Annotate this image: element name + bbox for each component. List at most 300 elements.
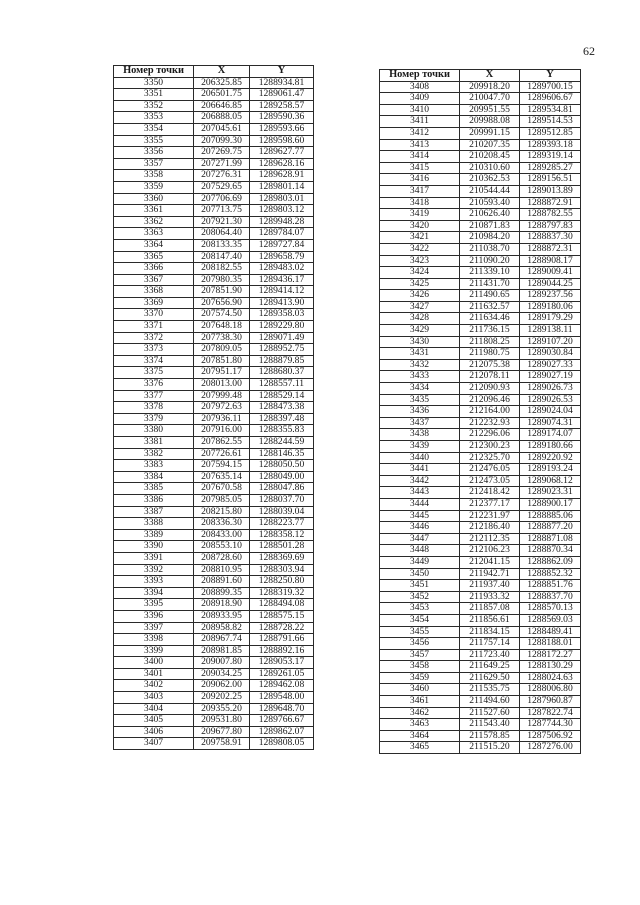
table-row — [114, 703, 314, 715]
x-coordinate-cell: 209988.08 — [460, 116, 520, 128]
point-number-cell: 3459 — [380, 672, 460, 684]
x-coordinate-cell: 207951.17 — [194, 367, 250, 379]
table-row — [380, 626, 581, 638]
y-coordinate-cell: 1289548.00 — [250, 692, 314, 704]
table-row — [114, 181, 314, 193]
point-number-cell: 3415 — [380, 162, 460, 174]
point-number-cell: 3361 — [114, 205, 194, 217]
y-coordinate-cell: 1288852.32 — [520, 568, 581, 580]
y-coordinate-cell: 1289026.73 — [520, 383, 581, 395]
point-number-cell: 3406 — [114, 726, 194, 738]
table-row — [380, 93, 581, 105]
y-coordinate-cell: 1288862.09 — [520, 556, 581, 568]
table-row — [114, 100, 314, 112]
point-number-cell: 3353 — [114, 112, 194, 124]
point-number-cell: 3450 — [380, 568, 460, 580]
point-number-cell: 3446 — [380, 522, 460, 534]
point-number-cell: 3432 — [380, 359, 460, 371]
x-coordinate-cell: 207972.63 — [194, 402, 250, 414]
point-number-cell: 3445 — [380, 510, 460, 522]
table-row — [380, 359, 581, 371]
table-row — [380, 417, 581, 429]
y-coordinate-cell: 1289803.01 — [250, 193, 314, 205]
x-coordinate-cell: 212106.23 — [460, 545, 520, 557]
x-coordinate-cell: 207045.61 — [194, 123, 250, 135]
point-number-cell: 3392 — [114, 564, 194, 576]
y-coordinate-cell: 1287822.74 — [520, 707, 581, 719]
x-coordinate-cell: 210871.83 — [460, 220, 520, 232]
y-coordinate-cell: 1288837.30 — [520, 232, 581, 244]
table-row — [380, 162, 581, 174]
x-coordinate-cell: 208182.55 — [194, 263, 250, 275]
table-row — [380, 209, 581, 221]
x-coordinate-cell: 211535.75 — [460, 684, 520, 696]
table-row — [380, 719, 581, 731]
table-row — [380, 441, 581, 453]
table-row — [380, 545, 581, 557]
table-row — [114, 112, 314, 124]
x-coordinate-cell: 212075.38 — [460, 359, 520, 371]
y-coordinate-cell: 1288900.17 — [520, 498, 581, 510]
y-coordinate-cell: 1289319.14 — [520, 151, 581, 163]
point-number-cell: 3372 — [114, 332, 194, 344]
point-number-cell: 3455 — [380, 626, 460, 638]
x-coordinate-cell: 208967.74 — [194, 634, 250, 646]
table-row — [380, 243, 581, 255]
table-row — [114, 402, 314, 414]
x-coordinate-cell: 207980.35 — [194, 274, 250, 286]
table-row — [380, 638, 581, 650]
y-coordinate-cell: 1287276.00 — [520, 742, 581, 754]
x-coordinate-cell: 212325.70 — [460, 452, 520, 464]
table-row — [114, 309, 314, 321]
point-number-cell: 3395 — [114, 599, 194, 611]
point-number-cell: 3404 — [114, 703, 194, 715]
table-row — [380, 464, 581, 476]
table-row — [380, 603, 581, 615]
table-row — [114, 738, 314, 750]
y-coordinate-cell: 1288501.28 — [250, 541, 314, 553]
table-row — [380, 533, 581, 545]
table-row — [380, 139, 581, 151]
y-coordinate-cell: 1287506.92 — [520, 730, 581, 742]
x-coordinate-cell: 211090.20 — [460, 255, 520, 267]
table-row — [114, 123, 314, 135]
header-point-number: Номер точки — [114, 66, 194, 78]
x-coordinate-cell: 210047.70 — [460, 93, 520, 105]
y-coordinate-cell: 1288397.48 — [250, 413, 314, 425]
y-coordinate-cell: 1288529.14 — [250, 390, 314, 402]
point-number-cell: 3418 — [380, 197, 460, 209]
y-coordinate-cell: 1288569.03 — [520, 614, 581, 626]
point-number-cell: 3390 — [114, 541, 194, 553]
x-coordinate-cell: 212041.15 — [460, 556, 520, 568]
point-number-cell: 3435 — [380, 394, 460, 406]
point-number-cell: 3356 — [114, 147, 194, 159]
table-row — [114, 437, 314, 449]
point-number-cell: 3429 — [380, 325, 460, 337]
point-number-cell: 3394 — [114, 587, 194, 599]
y-coordinate-cell: 1288872.91 — [520, 197, 581, 209]
x-coordinate-cell: 211736.15 — [460, 325, 520, 337]
x-coordinate-cell: 207648.18 — [194, 321, 250, 333]
x-coordinate-cell: 207271.99 — [194, 158, 250, 170]
point-number-cell: 3405 — [114, 715, 194, 727]
x-coordinate-cell: 207726.61 — [194, 448, 250, 460]
table-row — [380, 672, 581, 684]
point-number-cell: 3383 — [114, 460, 194, 472]
y-coordinate-cell: 1289174.07 — [520, 429, 581, 441]
y-coordinate-cell: 1288870.34 — [520, 545, 581, 557]
y-coordinate-cell: 1289026.53 — [520, 394, 581, 406]
x-coordinate-cell: 207594.15 — [194, 460, 250, 472]
x-coordinate-cell: 212377.17 — [460, 498, 520, 510]
point-number-cell: 3458 — [380, 661, 460, 673]
y-coordinate-cell: 1289483.02 — [250, 263, 314, 275]
point-number-cell: 3376 — [114, 379, 194, 391]
point-number-cell: 3388 — [114, 518, 194, 530]
y-coordinate-cell: 1289023.31 — [520, 487, 581, 499]
y-coordinate-cell: 1288570.13 — [520, 603, 581, 615]
y-coordinate-cell: 1289180.66 — [520, 441, 581, 453]
y-coordinate-cell: 1288024.63 — [520, 672, 581, 684]
point-number-cell: 3413 — [380, 139, 460, 151]
table-row — [114, 692, 314, 704]
table-row — [114, 263, 314, 275]
point-number-cell: 3352 — [114, 100, 194, 112]
table-row — [114, 77, 314, 89]
x-coordinate-cell: 209677.80 — [194, 726, 250, 738]
point-number-cell: 3419 — [380, 209, 460, 221]
table-row — [114, 483, 314, 495]
point-number-cell: 3379 — [114, 413, 194, 425]
x-coordinate-cell: 212090.93 — [460, 383, 520, 395]
point-number-cell: 3358 — [114, 170, 194, 182]
x-coordinate-cell: 211649.25 — [460, 661, 520, 673]
y-coordinate-cell: 1288303.94 — [250, 564, 314, 576]
x-coordinate-cell: 211856.61 — [460, 614, 520, 626]
y-coordinate-cell: 1289285.27 — [520, 162, 581, 174]
point-number-cell: 3409 — [380, 93, 460, 105]
table-row — [114, 448, 314, 460]
y-coordinate-cell: 1288575.15 — [250, 610, 314, 622]
x-coordinate-cell: 207706.69 — [194, 193, 250, 205]
point-number-cell: 3386 — [114, 494, 194, 506]
point-number-cell: 3402 — [114, 680, 194, 692]
y-coordinate-cell: 1288871.08 — [520, 533, 581, 545]
point-number-cell: 3370 — [114, 309, 194, 321]
y-coordinate-cell: 1288892.16 — [250, 645, 314, 657]
x-coordinate-cell: 212231.97 — [460, 510, 520, 522]
y-coordinate-cell: 1289766.67 — [250, 715, 314, 727]
y-coordinate-cell: 1289700.15 — [520, 81, 581, 93]
y-coordinate-cell: 1288489.41 — [520, 626, 581, 638]
table-row — [114, 274, 314, 286]
header-x: X — [460, 70, 520, 82]
y-coordinate-cell: 1289053.17 — [250, 657, 314, 669]
point-number-cell: 3371 — [114, 321, 194, 333]
point-number-cell: 3441 — [380, 464, 460, 476]
y-coordinate-cell: 1288369.69 — [250, 552, 314, 564]
y-coordinate-cell: 1289237.56 — [520, 290, 581, 302]
x-coordinate-cell: 211038.70 — [460, 243, 520, 255]
y-coordinate-cell: 1289801.14 — [250, 181, 314, 193]
point-number-cell: 3424 — [380, 267, 460, 279]
x-coordinate-cell: 212418.42 — [460, 487, 520, 499]
point-number-cell: 3381 — [114, 437, 194, 449]
x-coordinate-cell: 209202.25 — [194, 692, 250, 704]
point-number-cell: 3433 — [380, 371, 460, 383]
point-number-cell: 3398 — [114, 634, 194, 646]
point-number-cell: 3421 — [380, 232, 460, 244]
x-coordinate-cell: 207713.75 — [194, 205, 250, 217]
x-coordinate-cell: 208891.60 — [194, 576, 250, 588]
table-row — [114, 564, 314, 576]
y-coordinate-cell: 1288039.04 — [250, 506, 314, 518]
point-number-cell: 3443 — [380, 487, 460, 499]
point-number-cell: 3439 — [380, 441, 460, 453]
table-row — [380, 556, 581, 568]
x-coordinate-cell: 211515.20 — [460, 742, 520, 754]
table-row — [380, 661, 581, 673]
y-coordinate-cell: 1289258.57 — [250, 100, 314, 112]
x-coordinate-cell: 207574.50 — [194, 309, 250, 321]
table-row — [380, 267, 581, 279]
x-coordinate-cell: 207999.48 — [194, 390, 250, 402]
x-coordinate-cell: 211942.71 — [460, 568, 520, 580]
coordinates-table-right — [379, 69, 581, 754]
y-coordinate-cell: 1289068.12 — [520, 475, 581, 487]
table-row — [114, 599, 314, 611]
x-coordinate-cell: 207851.80 — [194, 355, 250, 367]
y-coordinate-cell: 1288934.81 — [250, 77, 314, 89]
y-coordinate-cell: 1289071.49 — [250, 332, 314, 344]
y-coordinate-cell: 1289462.08 — [250, 680, 314, 692]
table-row — [380, 510, 581, 522]
table-row — [114, 297, 314, 309]
x-coordinate-cell: 209758.91 — [194, 738, 250, 750]
point-number-cell: 3375 — [114, 367, 194, 379]
x-coordinate-cell: 211629.50 — [460, 672, 520, 684]
table-row — [380, 383, 581, 395]
point-number-cell: 3464 — [380, 730, 460, 742]
y-coordinate-cell: 1288049.00 — [250, 471, 314, 483]
table-row — [380, 348, 581, 360]
x-coordinate-cell: 209062.00 — [194, 680, 250, 692]
x-coordinate-cell: 211808.25 — [460, 336, 520, 348]
point-number-cell: 3462 — [380, 707, 460, 719]
point-number-cell: 3403 — [114, 692, 194, 704]
x-coordinate-cell: 212473.05 — [460, 475, 520, 487]
x-coordinate-cell: 207916.00 — [194, 425, 250, 437]
table-header-row — [380, 70, 581, 82]
y-coordinate-cell: 1289593.66 — [250, 123, 314, 135]
point-number-cell: 3350 — [114, 77, 194, 89]
x-coordinate-cell: 208433.00 — [194, 529, 250, 541]
point-number-cell: 3448 — [380, 545, 460, 557]
point-number-cell: 3410 — [380, 104, 460, 116]
point-number-cell: 3425 — [380, 278, 460, 290]
table-row — [114, 413, 314, 425]
x-coordinate-cell: 211431.70 — [460, 278, 520, 290]
point-number-cell: 3365 — [114, 251, 194, 263]
point-number-cell: 3436 — [380, 406, 460, 418]
table-row — [114, 518, 314, 530]
y-coordinate-cell: 1289803.12 — [250, 205, 314, 217]
point-number-cell: 3447 — [380, 533, 460, 545]
x-coordinate-cell: 207529.65 — [194, 181, 250, 193]
x-coordinate-cell: 211578.85 — [460, 730, 520, 742]
point-number-cell: 3362 — [114, 216, 194, 228]
table-row — [114, 587, 314, 599]
y-coordinate-cell: 1289627.77 — [250, 147, 314, 159]
x-coordinate-cell: 208133.35 — [194, 239, 250, 251]
x-coordinate-cell: 208147.40 — [194, 251, 250, 263]
header-x: X — [194, 66, 250, 78]
point-number-cell: 3382 — [114, 448, 194, 460]
x-coordinate-cell: 209355.20 — [194, 703, 250, 715]
x-coordinate-cell: 210544.44 — [460, 185, 520, 197]
x-coordinate-cell: 212232.93 — [460, 417, 520, 429]
table-row — [380, 614, 581, 626]
point-number-cell: 3354 — [114, 123, 194, 135]
table-row — [114, 147, 314, 159]
point-number-cell: 3367 — [114, 274, 194, 286]
y-coordinate-cell: 1289229.80 — [250, 321, 314, 333]
y-coordinate-cell: 1288047.86 — [250, 483, 314, 495]
y-coordinate-cell: 1288037.70 — [250, 494, 314, 506]
x-coordinate-cell: 206501.75 — [194, 89, 250, 101]
point-number-cell: 3422 — [380, 243, 460, 255]
y-coordinate-cell: 1289027.33 — [520, 359, 581, 371]
x-coordinate-cell: 209531.80 — [194, 715, 250, 727]
y-coordinate-cell: 1289514.53 — [520, 116, 581, 128]
point-number-cell: 3453 — [380, 603, 460, 615]
table-row — [114, 541, 314, 553]
table-row — [380, 498, 581, 510]
point-number-cell: 3461 — [380, 696, 460, 708]
y-coordinate-cell: 1288952.75 — [250, 344, 314, 356]
y-coordinate-cell: 1289948.28 — [250, 216, 314, 228]
point-number-cell: 3366 — [114, 263, 194, 275]
table-row — [114, 645, 314, 657]
table-row — [114, 355, 314, 367]
table-row — [380, 104, 581, 116]
point-number-cell: 3401 — [114, 668, 194, 680]
y-coordinate-cell: 1288885.06 — [520, 510, 581, 522]
y-coordinate-cell: 1289598.60 — [250, 135, 314, 147]
page-number: 62 — [583, 44, 595, 58]
point-number-cell: 3417 — [380, 185, 460, 197]
point-number-cell: 3368 — [114, 286, 194, 298]
table-row — [380, 406, 581, 418]
y-coordinate-cell: 1289024.04 — [520, 406, 581, 418]
point-number-cell: 3434 — [380, 383, 460, 395]
y-coordinate-cell: 1289193.24 — [520, 464, 581, 476]
x-coordinate-cell: 209991.15 — [460, 127, 520, 139]
x-coordinate-cell: 212164.00 — [460, 406, 520, 418]
table-row — [380, 696, 581, 708]
table-row — [114, 251, 314, 263]
x-coordinate-cell: 208933.95 — [194, 610, 250, 622]
table-row — [380, 232, 581, 244]
x-coordinate-cell: 210310.60 — [460, 162, 520, 174]
table-row — [380, 591, 581, 603]
y-coordinate-cell: 1288473.38 — [250, 402, 314, 414]
x-coordinate-cell: 208064.40 — [194, 228, 250, 240]
point-number-cell: 3451 — [380, 580, 460, 592]
x-coordinate-cell: 206646.85 — [194, 100, 250, 112]
y-coordinate-cell: 1289107.20 — [520, 336, 581, 348]
y-coordinate-cell: 1288680.37 — [250, 367, 314, 379]
table-row — [114, 367, 314, 379]
x-coordinate-cell: 207985.05 — [194, 494, 250, 506]
x-coordinate-cell: 211490.65 — [460, 290, 520, 302]
y-coordinate-cell: 1289358.03 — [250, 309, 314, 321]
table-row — [380, 151, 581, 163]
point-number-cell: 3444 — [380, 498, 460, 510]
table-row — [380, 394, 581, 406]
table-row — [114, 494, 314, 506]
table-row — [114, 193, 314, 205]
y-coordinate-cell: 1289044.25 — [520, 278, 581, 290]
header-y: Y — [520, 70, 581, 82]
point-number-cell: 3391 — [114, 552, 194, 564]
y-coordinate-cell: 1289393.18 — [520, 139, 581, 151]
point-number-cell: 3427 — [380, 301, 460, 313]
table-row — [114, 622, 314, 634]
x-coordinate-cell: 208215.80 — [194, 506, 250, 518]
x-coordinate-cell: 211339.10 — [460, 267, 520, 279]
table-row — [114, 321, 314, 333]
point-number-cell: 3457 — [380, 649, 460, 661]
y-coordinate-cell: 1289628.91 — [250, 170, 314, 182]
table-row — [114, 506, 314, 518]
point-number-cell: 3360 — [114, 193, 194, 205]
y-coordinate-cell: 1289261.05 — [250, 668, 314, 680]
point-number-cell: 3387 — [114, 506, 194, 518]
table-row — [380, 429, 581, 441]
y-coordinate-cell: 1288837.70 — [520, 591, 581, 603]
x-coordinate-cell: 206888.05 — [194, 112, 250, 124]
x-coordinate-cell: 210984.20 — [460, 232, 520, 244]
point-number-cell: 3351 — [114, 89, 194, 101]
x-coordinate-cell: 206325.85 — [194, 77, 250, 89]
y-coordinate-cell: 1288791.66 — [250, 634, 314, 646]
y-coordinate-cell: 1289436.17 — [250, 274, 314, 286]
table-row — [380, 730, 581, 742]
y-coordinate-cell: 1289606.67 — [520, 93, 581, 105]
table-row — [114, 610, 314, 622]
point-number-cell: 3399 — [114, 645, 194, 657]
y-coordinate-cell: 1288250.80 — [250, 576, 314, 588]
point-number-cell: 3359 — [114, 181, 194, 193]
y-coordinate-cell: 1289061.47 — [250, 89, 314, 101]
table-row — [114, 205, 314, 217]
y-coordinate-cell: 1287960.87 — [520, 696, 581, 708]
point-number-cell: 3414 — [380, 151, 460, 163]
table-row — [114, 471, 314, 483]
x-coordinate-cell: 211494.60 — [460, 696, 520, 708]
x-coordinate-cell: 212476.05 — [460, 464, 520, 476]
point-number-cell: 3377 — [114, 390, 194, 402]
x-coordinate-cell: 207269.75 — [194, 147, 250, 159]
y-coordinate-cell: 1288188.01 — [520, 638, 581, 650]
point-number-cell: 3420 — [380, 220, 460, 232]
x-coordinate-cell: 207862.55 — [194, 437, 250, 449]
point-number-cell: 3408 — [380, 81, 460, 93]
x-coordinate-cell: 211527.60 — [460, 707, 520, 719]
